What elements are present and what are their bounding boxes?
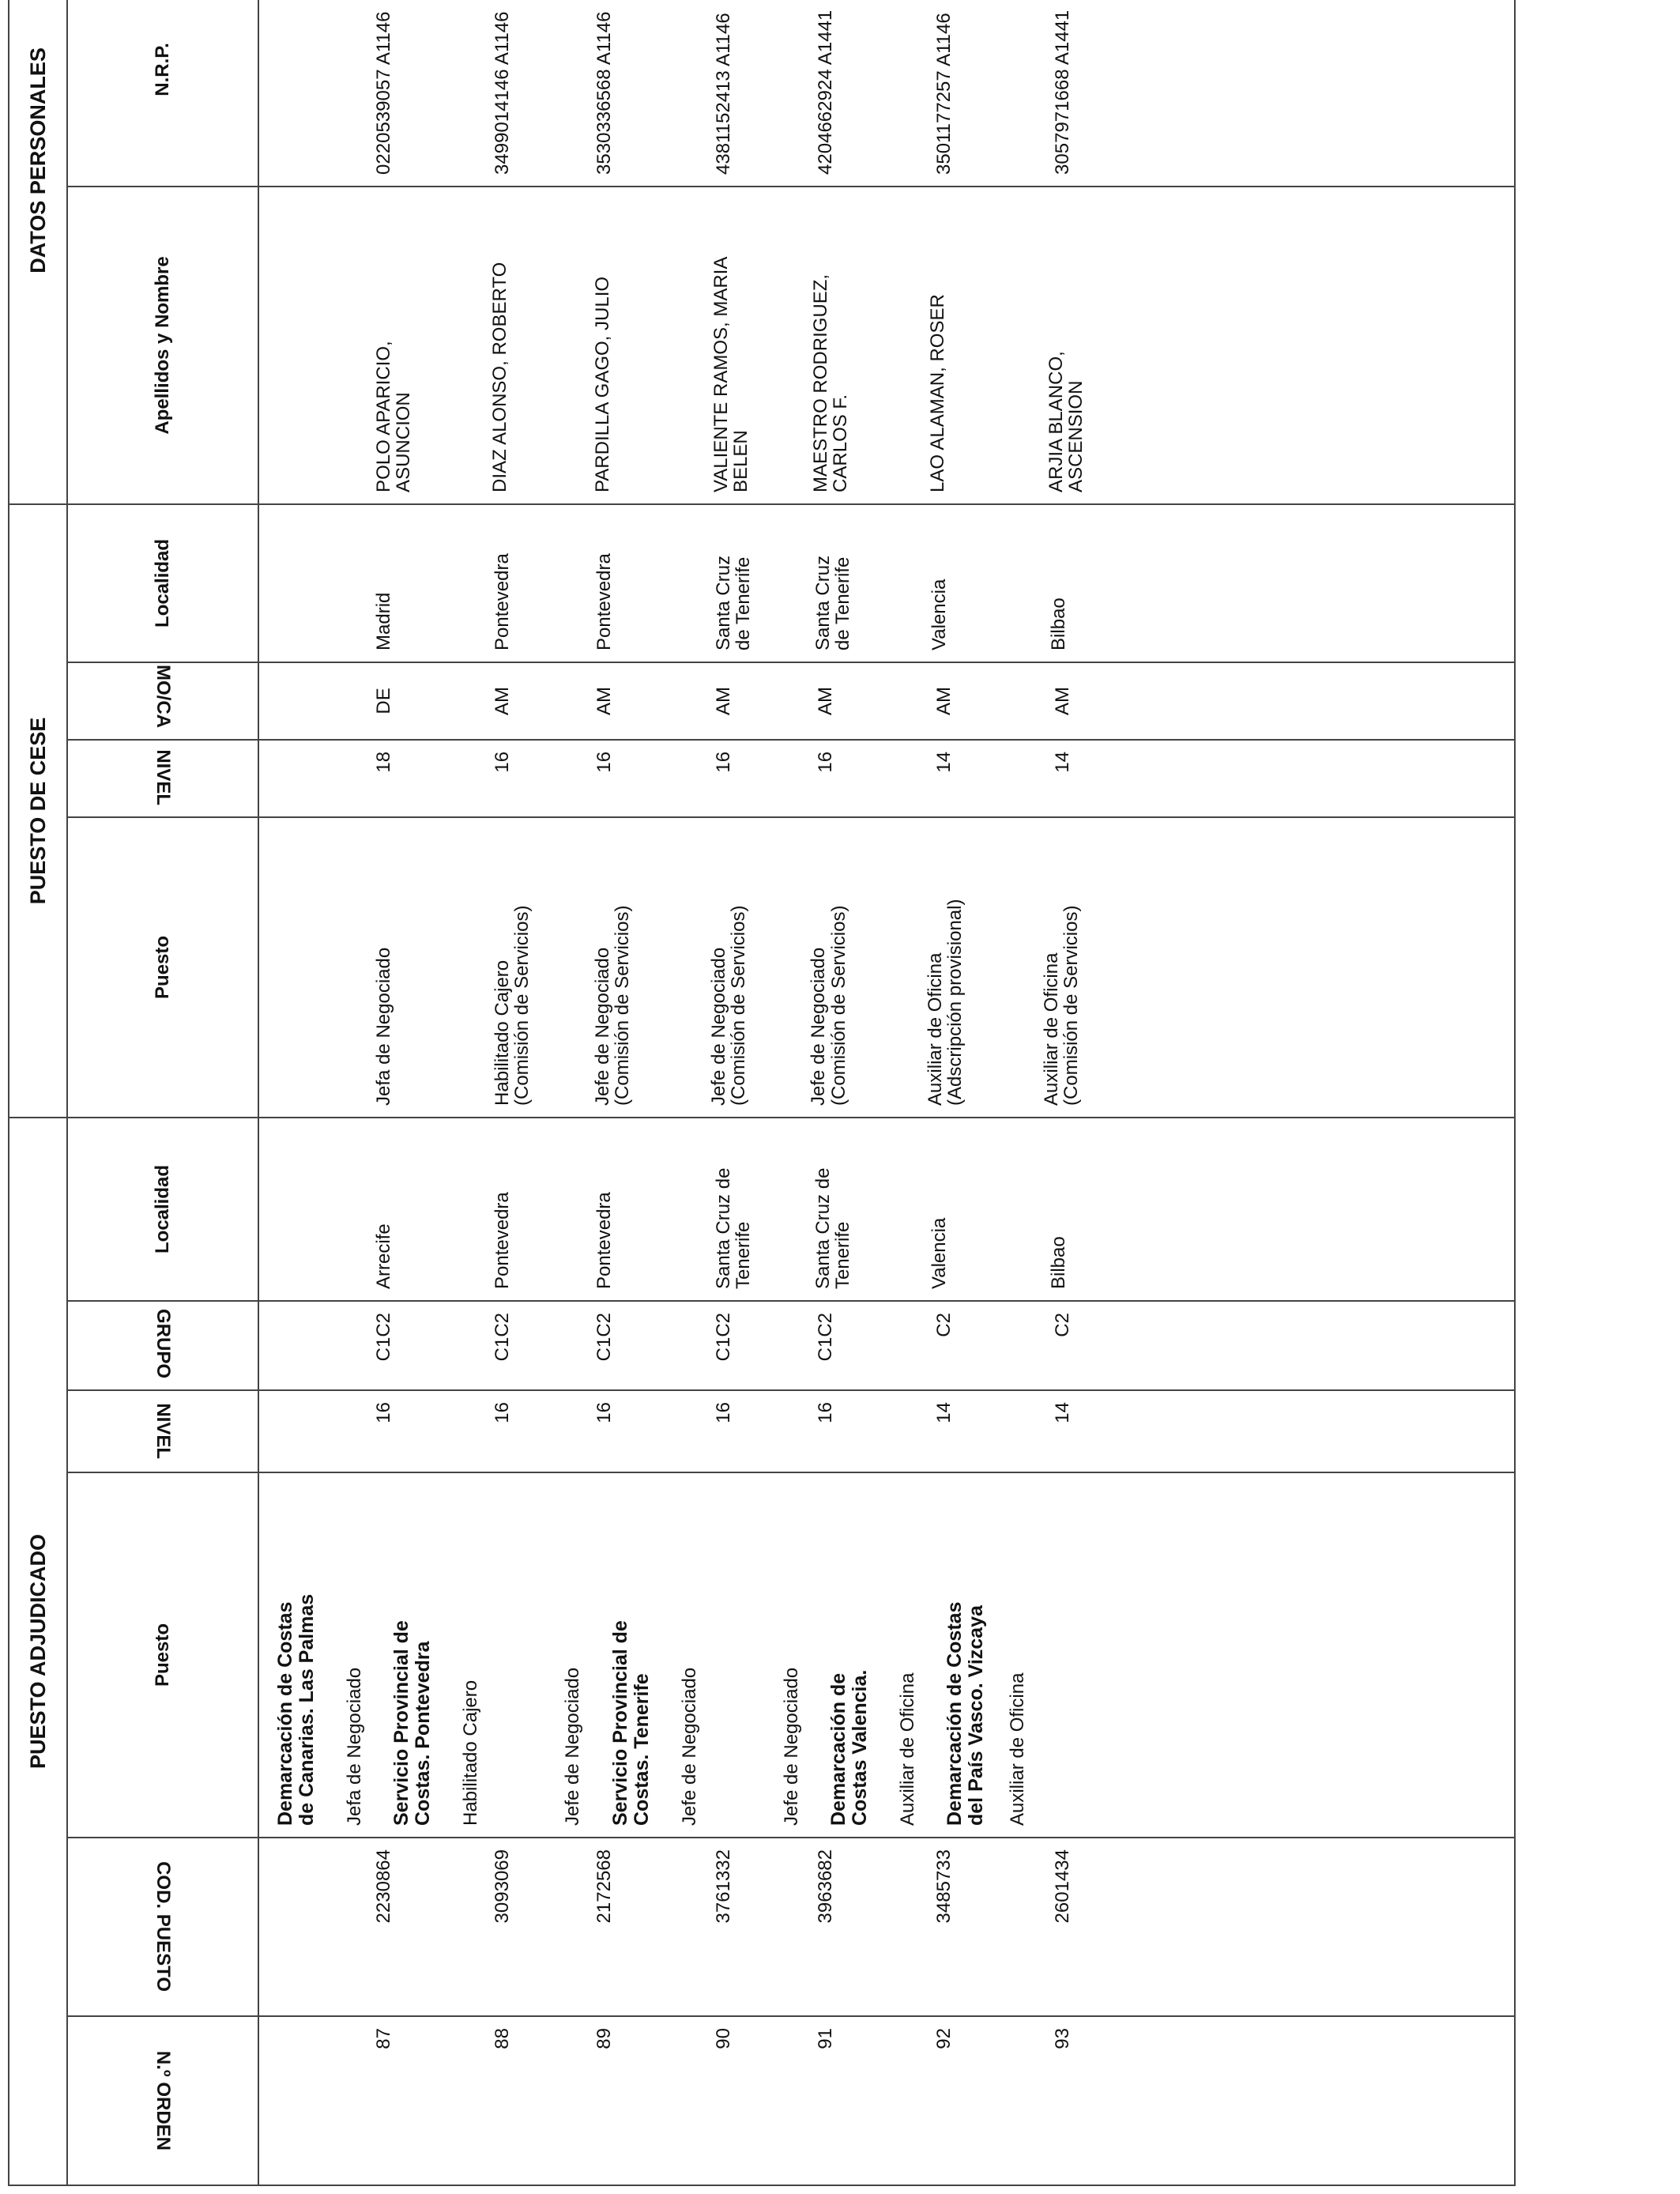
section-header-row: [9, 0, 67, 2185]
table-cell: 16: [492, 751, 514, 773]
table-cell: DE: [373, 688, 394, 714]
table-cell: Valencia: [929, 579, 951, 650]
table-cell: C1C2: [492, 1313, 514, 1362]
header-nivel-cese: NIVEL: [67, 740, 258, 817]
table-cell: 3057971668 A1441: [1052, 9, 1074, 175]
header-grupo-adjudicado: GRUPO: [67, 1301, 258, 1390]
table-cell: Auxiliar de Oficina: [896, 1672, 918, 1826]
table-cell: C2: [1052, 1313, 1074, 1337]
table-cell: Jefe de Negociado: [562, 1667, 584, 1826]
table-cell: (Comisión de Servicios): [728, 905, 750, 1106]
table-cell: (Adscripción provisional): [944, 899, 966, 1106]
table-cell: AM: [712, 686, 734, 715]
header-apellidos-nombre: Apellidos y Nombre: [67, 187, 258, 504]
unit-heading: Demarcación de Costas del País Vasco. Vizcaya: [944, 1601, 988, 1826]
table-cell: Bilbao: [1047, 1236, 1069, 1289]
section-datos-personales: DATOS PERSONALES: [9, 0, 67, 504]
table-cell: 3093069: [492, 1849, 514, 1924]
table-cell: de Tenerife: [832, 556, 854, 650]
table-cell: Jefa de Negociado: [344, 1667, 365, 1826]
table-cell: (Comisión de Servicios): [1060, 905, 1083, 1106]
table-cell: POLO APARICIO,: [373, 341, 394, 492]
header-localidad-adjudicado: Localidad: [67, 1118, 258, 1301]
table-cell: 16: [373, 1402, 394, 1423]
table-cell: 16: [814, 751, 836, 773]
table-cell: (Comisión de Servicios): [827, 905, 849, 1106]
column-localidad-adjudicado: [258, 1118, 1514, 1301]
table-cell: AM: [932, 686, 955, 715]
column-cod-puesto: [258, 1838, 1514, 2016]
column-nivel-adjudicado: [258, 1390, 1514, 1472]
header-nrp: N.R.P.: [67, 0, 258, 187]
table-cell: 14: [1052, 1402, 1074, 1423]
table-cell: Jefe de Negociado: [808, 947, 830, 1106]
table-cell: Tenerife: [732, 1221, 754, 1289]
table-cell: 3499014146 A1146: [492, 11, 514, 175]
column-grupo-adjudicado: [258, 1301, 1514, 1390]
table-cell: 16: [712, 1402, 734, 1423]
table-cell: 91: [814, 2028, 836, 2049]
table-cell: AM: [492, 686, 514, 715]
table-cell: 16: [593, 751, 616, 773]
table-cell: 88: [492, 2028, 514, 2049]
table-cell: (Comisión de Servicios): [611, 905, 633, 1106]
table-cell: PARDILLA GAGO, JULIO: [591, 276, 613, 492]
table-cell: Tenerife: [832, 1221, 854, 1289]
table-cell: Jefe de Negociado: [678, 1667, 700, 1826]
table-cell: 87: [373, 2028, 394, 2049]
section-puesto-de-cese: PUESTO DE CESE: [9, 504, 67, 1118]
table-cell: Santa Cruz: [712, 555, 734, 650]
table-cell: 93: [1052, 2028, 1074, 2049]
table-cell: AM: [1052, 686, 1074, 715]
table-cell: Habilitado Cajero: [492, 959, 514, 1106]
table-cell: 0220539057 A1146: [373, 11, 394, 175]
table-cell: 18: [373, 751, 394, 773]
unit-heading: Demarcación de Costas de Canarias. Las Palmas: [274, 1593, 318, 1826]
column-apellidos-nombre: [258, 187, 1514, 504]
column-nrp: [258, 0, 1514, 187]
column-puesto-cese: [258, 817, 1514, 1118]
table-cell: AM: [593, 686, 616, 715]
table-cell: Habilitado Cajero: [460, 1679, 482, 1826]
table-cell: 2601434: [1052, 1849, 1074, 1924]
header-puesto-cese: Puesto: [67, 817, 258, 1118]
table-cell: (Comisión de Servicios): [511, 905, 533, 1106]
table-cell: Pontevedra: [492, 1192, 514, 1289]
column-localidad-cese: [258, 504, 1514, 662]
header-localidad-cese: Localidad: [67, 504, 258, 662]
table-cell: Bilbao: [1047, 598, 1069, 650]
table-cell: 4381152413 A1146: [712, 13, 734, 175]
table-cell: 14: [1052, 751, 1074, 773]
table-cell: 3501177257 A1146: [932, 13, 955, 175]
column-orden: [258, 2016, 1514, 2185]
table-cell: Auxiliar de Oficina: [1007, 1672, 1029, 1826]
table-cell: 4204662924 A1441: [814, 9, 836, 175]
table-cell: ASCENSION: [1064, 380, 1087, 492]
table-cell: C2: [932, 1313, 955, 1337]
table-cell: 90: [712, 2028, 734, 2049]
table-cell: Auxiliar de Oficina: [924, 952, 946, 1106]
unit-heading: Servicio Provincial de Costas. Tenerife: [608, 1620, 653, 1826]
table-cell: 16: [492, 1402, 514, 1423]
table-cell: DIAZ ALONSO, ROBERTO: [489, 262, 511, 492]
table-cell: 3530336568 A1146: [593, 11, 616, 175]
table-cell: 3963682: [814, 1849, 836, 1924]
column-nivel-cese: [258, 740, 1514, 817]
table-cell: Pontevedra: [492, 553, 514, 650]
table-cell: Jefe de Negociado: [780, 1667, 802, 1826]
header-orden: N.º ORDEN: [67, 2016, 258, 2185]
table-cell: 89: [593, 2028, 616, 2049]
table-cell: 14: [932, 751, 955, 773]
column-puesto-adjudicado: [258, 1472, 1514, 1838]
table-cell: BELEN: [729, 430, 751, 492]
table-cell: C1C2: [373, 1313, 394, 1362]
table-cell: C1C2: [712, 1313, 734, 1362]
table-cell: MAESTRO RODRIGUEZ,: [810, 273, 832, 492]
header-cod-puesto: COD. PUESTO: [67, 1838, 258, 2016]
table-cell: Santa Cruz de: [812, 1167, 834, 1289]
table-cell: 16: [814, 1402, 836, 1423]
table-cell: AM: [814, 686, 836, 715]
table-cell: 92: [932, 2028, 955, 2049]
table-cell: Valencia: [929, 1217, 951, 1289]
table-cell: 2172568: [593, 1849, 616, 1924]
table-cell: C1C2: [814, 1313, 836, 1362]
unit-heading: Demarcación de Costas Valencia.: [827, 1669, 871, 1826]
table-bottom-row: [1514, 0, 1515, 2185]
table-cell: de Tenerife: [732, 556, 754, 650]
table-cell: 14: [932, 1402, 955, 1423]
table-cell: Madrid: [373, 592, 394, 650]
table-cell: C1C2: [593, 1313, 616, 1362]
column-header-row: [67, 0, 258, 2185]
table-cell: 3761332: [712, 1849, 734, 1924]
table-cell: Auxiliar de Oficina: [1041, 952, 1063, 1106]
table-cell: Santa Cruz de: [712, 1167, 734, 1289]
table-cell: 16: [593, 1402, 616, 1423]
table-body-row: [258, 0, 1514, 2185]
table-cell: Jefa de Negociado: [373, 947, 394, 1106]
header-nivel-adjudicado: NIVEL: [67, 1390, 258, 1472]
table-cell: 16: [712, 751, 734, 773]
table-cell: LAO ALAMAN, ROSER: [926, 294, 948, 492]
section-puesto-adjudicado: PUESTO ADJUDICADO: [9, 1118, 67, 2185]
table-cell: ARJIA BLANCO,: [1045, 351, 1067, 492]
table-cell: Jefe de Negociado: [707, 947, 729, 1106]
adjudication-table: [8, 0, 1516, 2186]
header-puesto-adjudicado: Puesto: [67, 1472, 258, 1838]
table-cell: Arrecife: [373, 1223, 394, 1289]
header-mo-ca: MO/CA: [67, 662, 258, 740]
table-cell: CARLOS F.: [830, 394, 852, 492]
unit-heading: Servicio Provincial de Costas. Pontevedra: [390, 1620, 435, 1826]
column-mo-ca: [258, 662, 1514, 740]
table-cell: Santa Cruz: [812, 555, 834, 650]
table-cell: ASUNCION: [393, 392, 415, 492]
table-cell: 2230864: [373, 1849, 394, 1924]
table-cell: Jefe de Negociado: [591, 947, 613, 1106]
table-cell: VALIENTE RAMOS, MARIA: [710, 256, 732, 492]
table-cell: Pontevedra: [593, 553, 616, 650]
table-cell: Pontevedra: [593, 1192, 616, 1289]
table-cell: 3485733: [932, 1849, 955, 1924]
